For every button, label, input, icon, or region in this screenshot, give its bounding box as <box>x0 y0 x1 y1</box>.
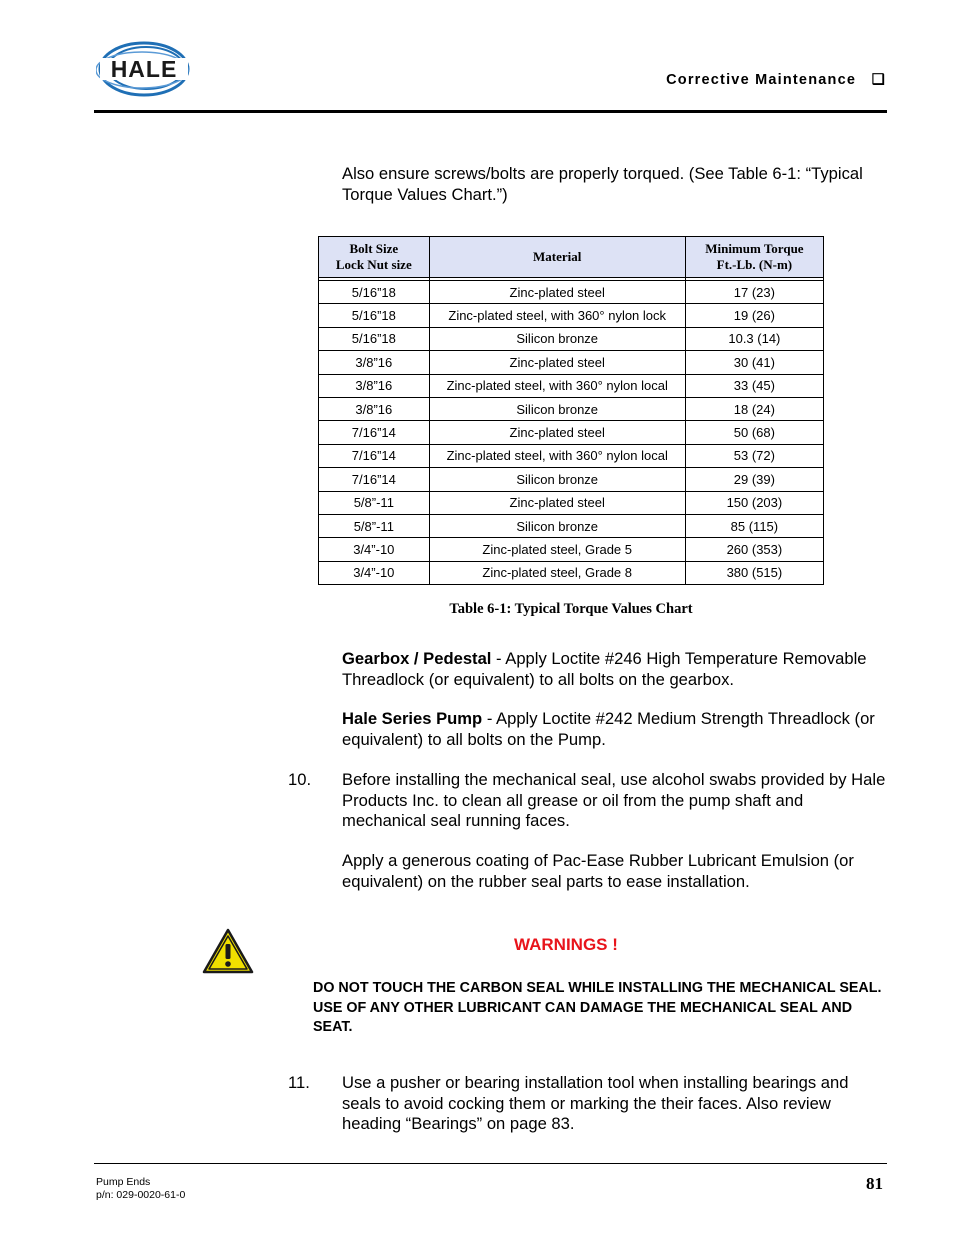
hale-pump-paragraph <box>342 709 887 750</box>
cell-bolt-size: 7/16”14 <box>319 444 430 467</box>
table-row <box>319 444 824 467</box>
hale-logo-text: HALE <box>110 56 178 82</box>
cell-torque: 150 (203) <box>685 491 823 514</box>
table-row <box>319 561 824 584</box>
cell-torque: 260 (353) <box>685 538 823 561</box>
header-bolt-size: Bolt Size Lock Nut size <box>319 237 430 278</box>
footer-part-number: p/n: 029-0020-61-0 <box>96 1189 186 1201</box>
table-row <box>319 351 824 374</box>
cell-torque: 30 (41) <box>685 351 823 374</box>
page-number: 81 <box>866 1174 883 1193</box>
cell-material: Zinc-plated steel, with 360° nylon lock <box>429 304 685 327</box>
cell-material: Zinc-plated steel, with 360° nylon local <box>429 374 685 397</box>
warning-title: WARNINGS ! <box>514 935 618 954</box>
table-header-row <box>319 237 824 278</box>
section-title <box>666 72 886 88</box>
gearbox-paragraph <box>342 649 887 690</box>
cell-material: Silicon bronze <box>429 468 685 491</box>
cell-material: Zinc-plated steel, with 360° nylon local <box>429 444 685 467</box>
cell-material: Zinc-plated steel <box>429 351 685 374</box>
table-row <box>319 491 824 514</box>
warning-text: DO NOT TOUCH THE CARBON SEAL WHILE INSTALLING THE MECHANICAL SEAL. USE OF ANY OTHER LUBRICANT CAN DAMAGE THE MECHANICAL SEAL AND SEAT. <box>313 980 882 1035</box>
cell-material: Zinc-plated steel <box>429 421 685 444</box>
cell-bolt-size: 3/8”16 <box>319 374 430 397</box>
cell-bolt-size: 3/8”16 <box>319 351 430 374</box>
hale-logo <box>96 38 192 100</box>
cell-torque: 19 (26) <box>685 304 823 327</box>
section-bullet-icon: ❑ <box>871 72 886 88</box>
step-10-text: Before installing the mechanical seal, use alcohol swabs provided by Hale Products Inc. to clean all grease or oil from the pump shaft and mechanical seal running faces. <box>342 770 886 830</box>
torque-values-table <box>318 236 824 585</box>
section-title-text: Corrective Maintenance <box>666 72 857 88</box>
cell-bolt-size: 3/8”16 <box>319 397 430 420</box>
table-row <box>319 468 824 491</box>
cell-torque: 380 (515) <box>685 561 823 584</box>
table-row <box>319 374 824 397</box>
cell-material: Zinc-plated steel, Grade 8 <box>429 561 685 584</box>
footer-title: Pump Ends <box>96 1176 151 1188</box>
cell-torque: 50 (68) <box>685 421 823 444</box>
cell-bolt-size: 5/16”18 <box>319 281 430 304</box>
header-rule <box>94 110 887 113</box>
cell-torque: 53 (72) <box>685 444 823 467</box>
cell-torque: 10.3 (14) <box>685 327 823 350</box>
cell-torque: 18 (24) <box>685 397 823 420</box>
cell-bolt-size: 5/8”-11 <box>319 514 430 537</box>
cell-torque: 17 (23) <box>685 281 823 304</box>
hale-pump-text: - Apply Loctite #242 Medium Strength Threadlock (or equivalent) to all bolts on the Pump. <box>342 709 875 749</box>
cell-material: Silicon bronze <box>429 397 685 420</box>
step-10-number: 10. <box>288 770 312 789</box>
warning-icon <box>202 928 254 974</box>
cell-material: Zinc-plated steel, Grade 5 <box>429 538 685 561</box>
cell-torque: 29 (39) <box>685 468 823 491</box>
intro-paragraph: Also ensure screws/bolts are properly torqued. (See Table 6-1: “Typical Torque Values Chart.”) <box>342 164 863 204</box>
table-row <box>319 397 824 420</box>
header-material: Material <box>429 237 685 278</box>
cell-material: Zinc-plated steel <box>429 281 685 304</box>
gearbox-label: Gearbox / Pedestal <box>342 649 492 668</box>
cell-torque: 33 (45) <box>685 374 823 397</box>
cell-bolt-size: 5/8”-11 <box>319 491 430 514</box>
hale-logo-icon <box>96 38 192 100</box>
table-row <box>319 327 824 350</box>
table-row <box>319 281 824 304</box>
cell-bolt-size: 3/4”-10 <box>319 538 430 561</box>
cell-material: Zinc-plated steel <box>429 491 685 514</box>
cell-bolt-size: 3/4”-10 <box>319 561 430 584</box>
gearbox-text: - Apply Loctite #246 High Temperature Removable Threadlock (or equivalent) to all bolts on the gearbox. <box>342 649 867 689</box>
table-row <box>319 514 824 537</box>
step-11-text: Use a pusher or bearing installation tool when installing bearings and seals to avoid cocking them or marking the their faces. Also review heading “Bearings” on page 83. <box>342 1073 849 1133</box>
table-row <box>319 304 824 327</box>
cell-torque: 85 (115) <box>685 514 823 537</box>
hale-pump-label: Hale Series Pump <box>342 709 483 728</box>
step-10-text-2: Apply a generous coating of Pac-Ease Rubber Lubricant Emulsion (or equivalent) on the rubber seal parts to ease installation. <box>342 851 854 891</box>
table-row <box>319 538 824 561</box>
footer-info <box>96 1176 185 1202</box>
cell-material: Silicon bronze <box>429 327 685 350</box>
cell-bolt-size: 5/16”18 <box>319 327 430 350</box>
cell-bolt-size: 7/16”14 <box>319 421 430 444</box>
table-row <box>319 421 824 444</box>
footer-rule <box>94 1163 887 1164</box>
table-caption: Table 6-1: Typical Torque Values Chart <box>449 601 693 617</box>
cell-bolt-size: 7/16”14 <box>319 468 430 491</box>
header-minimum-torque: Minimum Torque Ft.-Lb. (N-m) <box>685 237 823 278</box>
cell-bolt-size: 5/16”18 <box>319 304 430 327</box>
step-11-number: 11. <box>288 1073 310 1092</box>
cell-material: Silicon bronze <box>429 514 685 537</box>
